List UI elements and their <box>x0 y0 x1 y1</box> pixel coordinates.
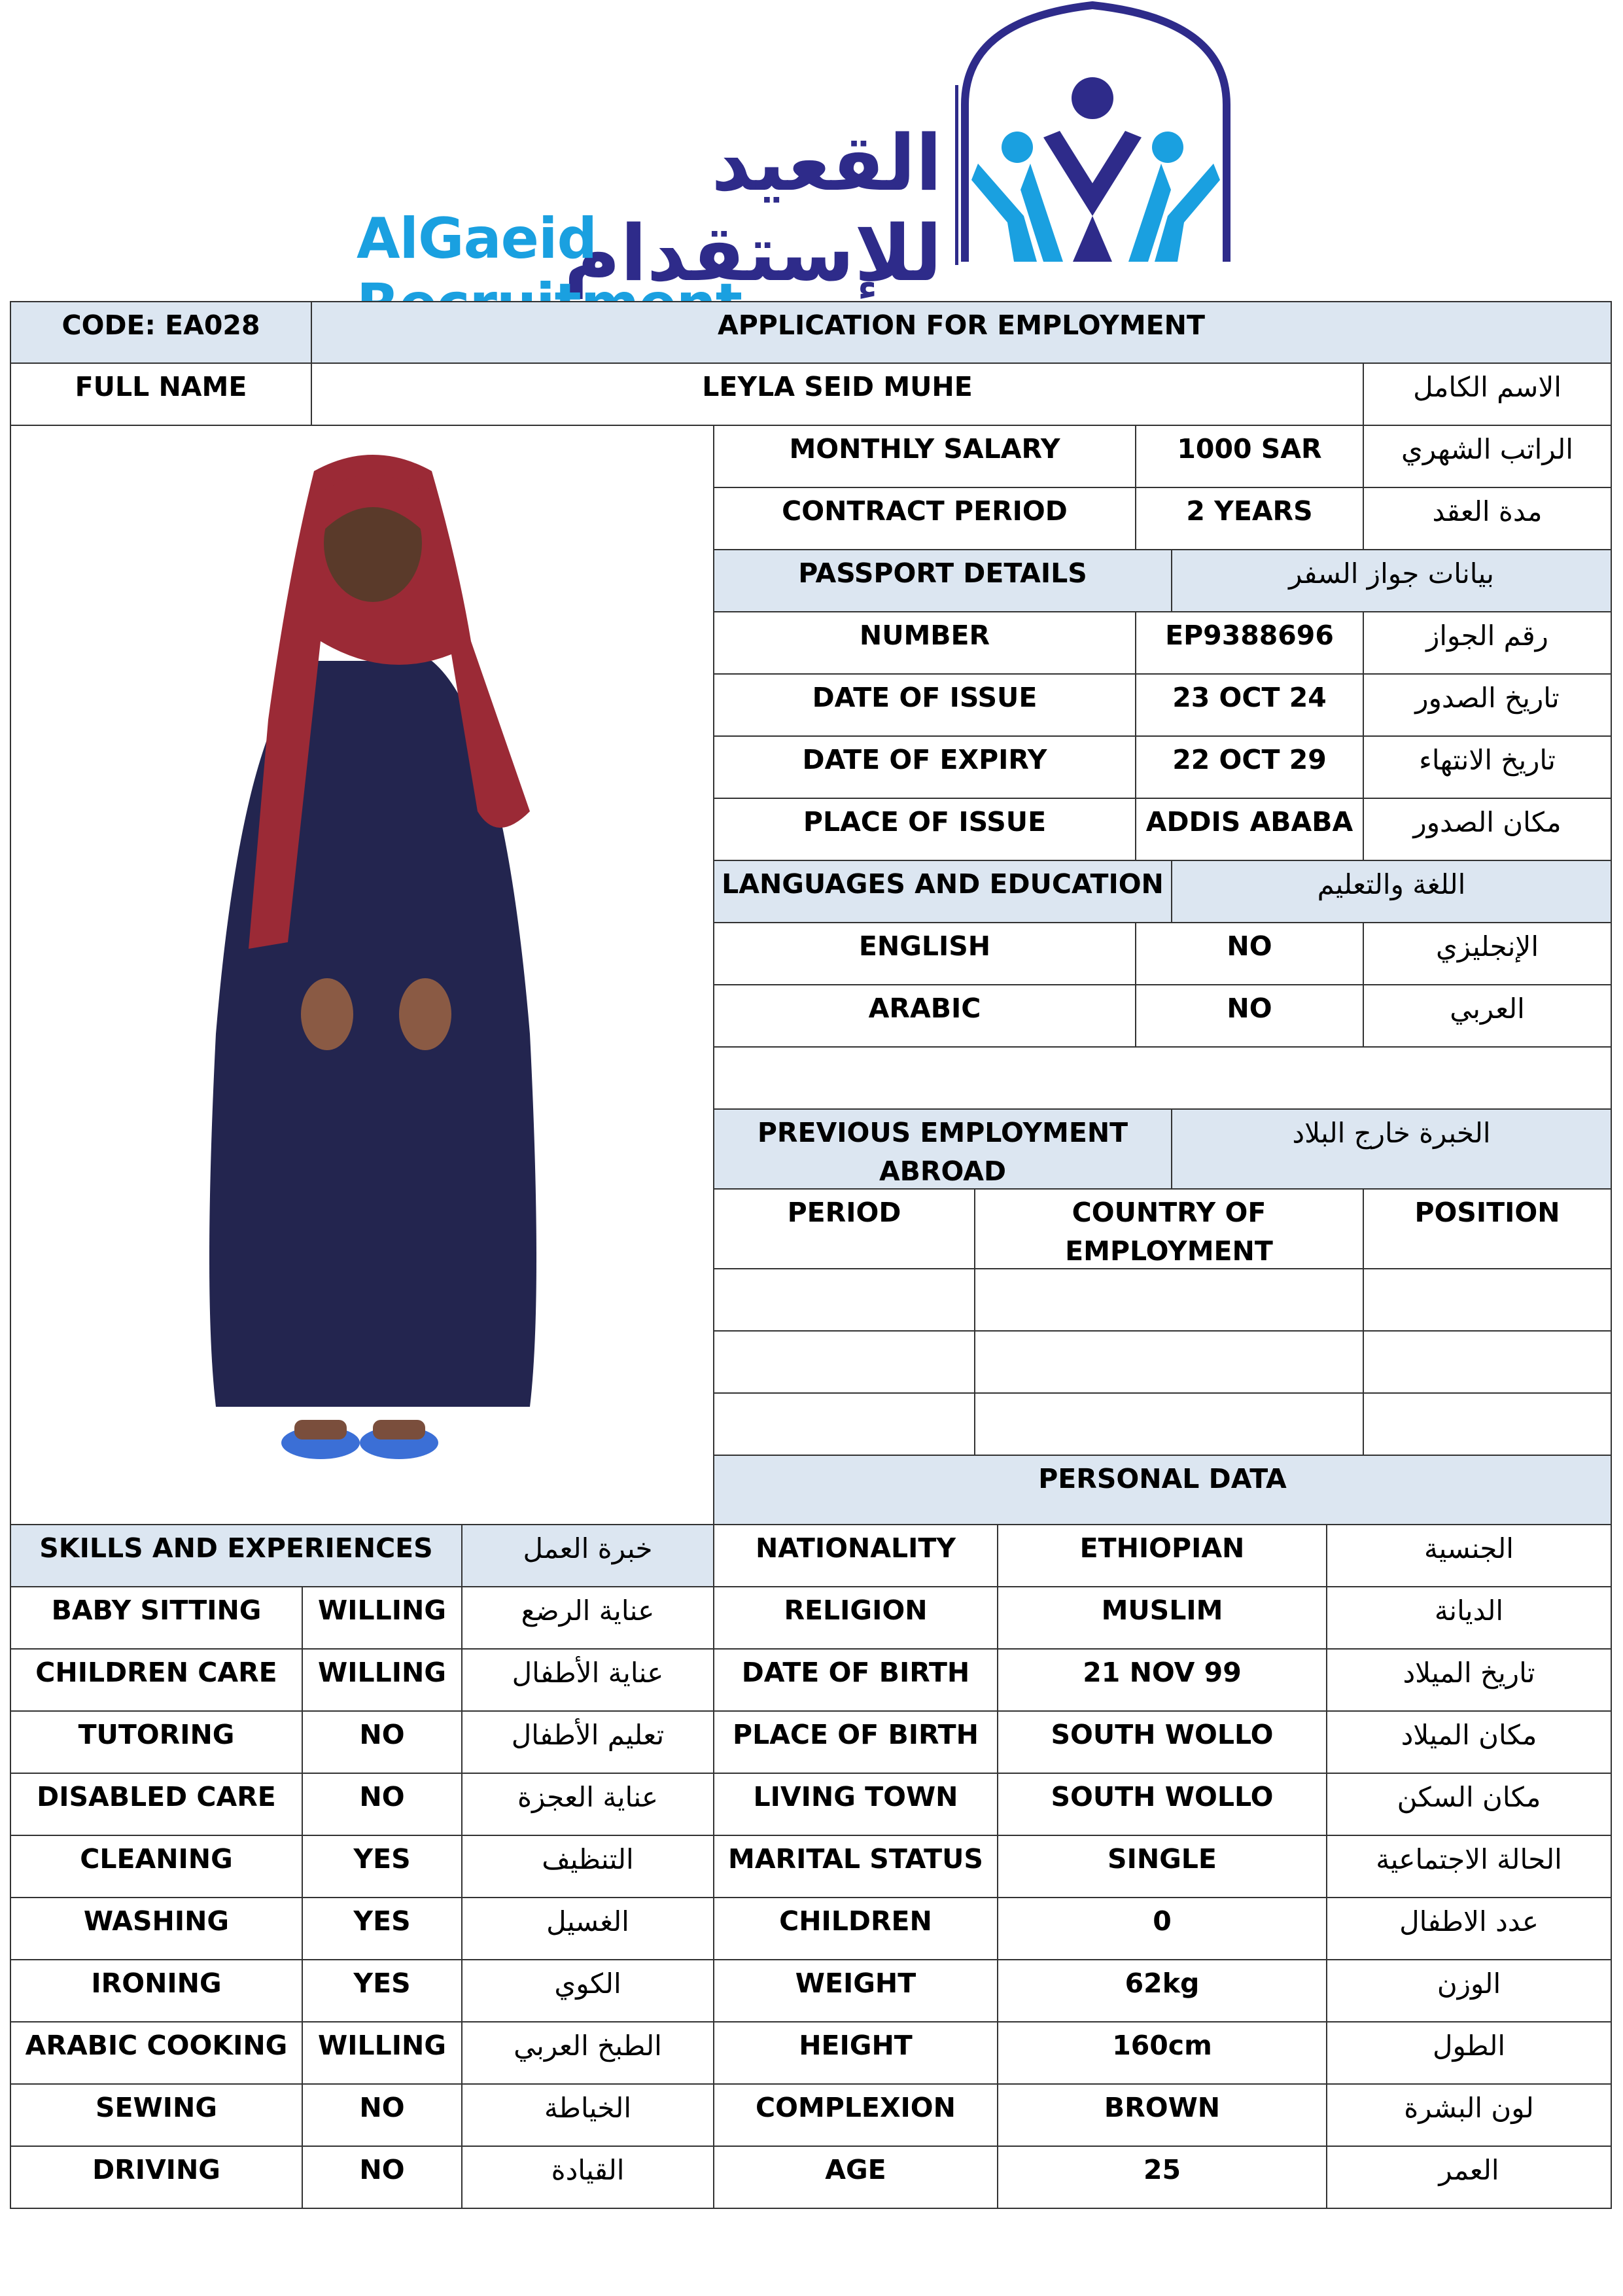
personal-arabic: الجنسية <box>1326 1524 1612 1587</box>
personal-value: ETHIOPIAN <box>997 1524 1327 1587</box>
skill-arabic: تعليم الأطفال <box>461 1710 714 1774</box>
languages-title-arabic: اللغة والتعليم <box>1171 860 1612 923</box>
skill-value: WILLING <box>302 1648 462 1712</box>
personal-value: 21 NOV 99 <box>997 1648 1327 1712</box>
personal-value: BROWN <box>997 2083 1327 2147</box>
skill-value: YES <box>302 1835 462 1898</box>
skill-arabic: الطبخ العربي <box>461 2021 714 2085</box>
passport-title-arabic: بيانات جواز السفر <box>1171 549 1612 612</box>
passport-number-arabic: رقم الجواز <box>1363 611 1612 675</box>
employment-title-arabic: الخبرة خارج البلاد <box>1171 1108 1612 1190</box>
personal-arabic: لون البشرة <box>1326 2083 1612 2147</box>
salary-arabic: الراتب الشهري <box>1363 425 1612 488</box>
personal-label: AGE <box>713 2146 998 2209</box>
personal-value: SOUTH WOLLO <box>997 1773 1327 1836</box>
skill-label: IRONING <box>10 1959 303 2022</box>
employment-row-3-period <box>713 1392 975 1456</box>
skill-arabic: عناية الرضع <box>461 1586 714 1650</box>
passport-title: PASSPORT DETAILS <box>713 549 1172 612</box>
place-of-issue-value: ADDIS ABABA <box>1135 798 1364 861</box>
personal-arabic: تاريخ الميلاد <box>1326 1648 1612 1712</box>
personal-arabic: عدد الاطفال <box>1326 1897 1612 1960</box>
issue-date-label: DATE OF ISSUE <box>713 673 1136 737</box>
issue-date-arabic: تاريخ الصدور <box>1363 673 1612 737</box>
expiry-date-arabic: تاريخ الانتهاء <box>1363 735 1612 799</box>
personal-label: LIVING TOWN <box>713 1773 998 1836</box>
skill-value: YES <box>302 1897 462 1960</box>
skill-arabic: الكوي <box>461 1959 714 2022</box>
personal-label: COMPLEXION <box>713 2083 998 2147</box>
skill-value: YES <box>302 1959 462 2022</box>
skill-arabic: الغسيل <box>461 1897 714 1960</box>
skill-arabic: عناية الأطفال <box>461 1648 714 1712</box>
arabic-value: NO <box>1135 984 1364 1048</box>
personal-value: 25 <box>997 2146 1327 2209</box>
expiry-date-value: 22 OCT 29 <box>1135 735 1364 799</box>
personal-label: WEIGHT <box>713 1959 998 2022</box>
personal-value: 160cm <box>997 2021 1327 2085</box>
salary-label: MONTHLY SALARY <box>713 425 1136 488</box>
skill-value: NO <box>302 2083 462 2147</box>
personal-label: HEIGHT <box>713 2021 998 2085</box>
employment-row-2-country <box>974 1330 1364 1394</box>
logo-arabic-text: القعيد للإستقدام <box>563 118 942 298</box>
skill-label: DISABLED CARE <box>10 1773 303 1836</box>
contract-label: CONTRACT PERIOD <box>713 487 1136 550</box>
personal-label: CHILDREN <box>713 1897 998 1960</box>
skill-label: SEWING <box>10 2083 303 2147</box>
skill-label: CHILDREN CARE <box>10 1648 303 1712</box>
issue-date-value: 23 OCT 24 <box>1135 673 1364 737</box>
skill-arabic: القيادة <box>461 2146 714 2209</box>
spacer-row <box>713 1046 1612 1110</box>
logo-people-icon <box>952 0 1243 268</box>
personal-value: 62kg <box>997 1959 1327 2022</box>
personal-value: SINGLE <box>997 1835 1327 1898</box>
candidate-photo <box>190 445 556 1492</box>
employment-title: PREVIOUS EMPLOYMENT ABROAD <box>713 1108 1172 1190</box>
employment-row-1-country <box>974 1268 1364 1332</box>
skills-title-arabic: خبرة العمل <box>461 1524 714 1587</box>
personal-arabic: الوزن <box>1326 1959 1612 2022</box>
skill-value: WILLING <box>302 1586 462 1650</box>
personal-arabic: مكان السكن <box>1326 1773 1612 1836</box>
skill-arabic: الخياطة <box>461 2083 714 2147</box>
employment-row-1-period <box>713 1268 975 1332</box>
personal-label: PLACE OF BIRTH <box>713 1710 998 1774</box>
employment-row-2-period <box>713 1330 975 1394</box>
full-name-arabic: الاسم الكامل <box>1363 362 1612 426</box>
personal-arabic: العمر <box>1326 2146 1612 2209</box>
employment-col-period: PERIOD <box>713 1188 975 1269</box>
skill-label: CLEANING <box>10 1835 303 1898</box>
passport-number-label: NUMBER <box>713 611 1136 675</box>
employment-row-2-position <box>1363 1330 1612 1394</box>
skill-value: NO <box>302 2146 462 2209</box>
personal-arabic: مكان الميلاد <box>1326 1710 1612 1774</box>
personal-data-title: PERSONAL DATA <box>713 1455 1612 1525</box>
passport-number-value: EP9388696 <box>1135 611 1364 675</box>
personal-label: NATIONALITY <box>713 1524 998 1587</box>
employment-row-3-position <box>1363 1392 1612 1456</box>
skill-label: ARABIC COOKING <box>10 2021 303 2085</box>
place-of-issue-label: PLACE OF ISSUE <box>713 798 1136 861</box>
contract-arabic: مدة العقد <box>1363 487 1612 550</box>
personal-label: MARITAL STATUS <box>713 1835 998 1898</box>
personal-arabic: الديانة <box>1326 1586 1612 1650</box>
employment-col-country: COUNTRY OF EMPLOYMENT <box>974 1188 1364 1269</box>
personal-value: SOUTH WOLLO <box>997 1710 1327 1774</box>
skill-value: NO <box>302 1710 462 1774</box>
place-of-issue-arabic: مكان الصدور <box>1363 798 1612 861</box>
personal-value: MUSLIM <box>997 1586 1327 1650</box>
personal-label: RELIGION <box>713 1586 998 1650</box>
full-name-label: FULL NAME <box>10 362 312 426</box>
skill-label: DRIVING <box>10 2146 303 2209</box>
personal-arabic: الحالة الاجتماعية <box>1326 1835 1612 1898</box>
english-label: ENGLISH <box>713 922 1136 985</box>
skill-value: NO <box>302 1773 462 1836</box>
form-title: APPLICATION FOR EMPLOYMENT <box>311 301 1612 364</box>
skill-label: BABY SITTING <box>10 1586 303 1650</box>
personal-label: DATE OF BIRTH <box>713 1648 998 1712</box>
personal-arabic: الطول <box>1326 2021 1612 2085</box>
salary-value: 1000 SAR <box>1135 425 1364 488</box>
logo-english-text: AlGaeid <box>357 206 597 272</box>
skill-label: WASHING <box>10 1897 303 1960</box>
full-name-value: LEYLA SEID MUHE <box>311 362 1364 426</box>
arabic-arabic: العربي <box>1363 984 1612 1048</box>
english-value: NO <box>1135 922 1364 985</box>
languages-title: LANGUAGES AND EDUCATION <box>713 860 1172 923</box>
arabic-label: ARABIC <box>713 984 1136 1048</box>
skill-value: WILLING <box>302 2021 462 2085</box>
english-arabic: الإنجليزي <box>1363 922 1612 985</box>
employment-col-position: POSITION <box>1363 1188 1612 1269</box>
skill-arabic: التنظيف <box>461 1835 714 1898</box>
contract-value: 2 YEARS <box>1135 487 1364 550</box>
skill-label: TUTORING <box>10 1710 303 1774</box>
skills-title: SKILLS AND EXPERIENCES <box>10 1524 462 1587</box>
personal-value: 0 <box>997 1897 1327 1960</box>
employment-row-1-position <box>1363 1268 1612 1332</box>
employment-row-3-country <box>974 1392 1364 1456</box>
code-cell: CODE: EA028 <box>10 301 312 364</box>
skill-arabic: عناية العجزة <box>461 1773 714 1836</box>
expiry-date-label: DATE OF EXPIRY <box>713 735 1136 799</box>
